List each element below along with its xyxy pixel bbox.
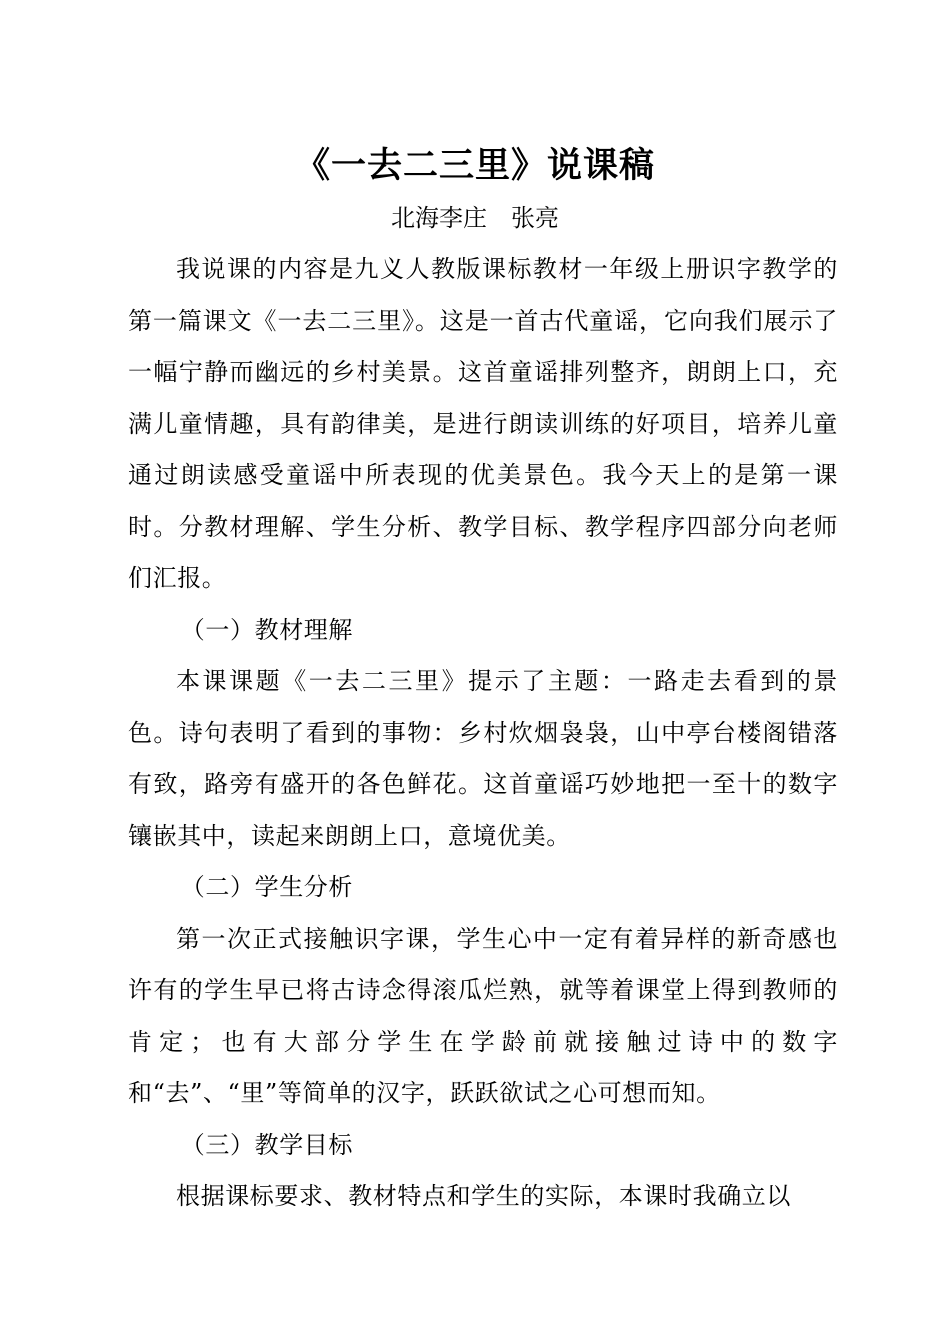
section-paragraph-students: 第一次正式接触识字课，学生心中一定有着异样的新奇感也许有的学生早已将古诗念得滚瓜烂熟，就等着课堂上得到教师的肯定；也有大部分学生在学龄前就接触过诗中的数字和“去”、“里”等简单的汉字，跃跃欲试之心可想而知。 (128, 924, 838, 1107)
section-paragraph-textbook: 本课课题《一去二三里》提示了主题：一路走去看到的景色。诗句表明了看到的事物：乡村炊烟袅袅，山中亭台楼阁错落有致，路旁有盛开的各色鲜花。这首童谣巧妙地把一至十的数字镶嵌其中，读起来朗朗上口，意境优美。 (128, 667, 838, 850)
intro-paragraph: 我说课的内容是九义人教版课标教材一年级上册识字教学的第一篇课文《一去二三里》。这是一首古代童谣，它向我们展示了一幅宁静而幽远的乡村美景。这首童谣排列整齐，朗朗上口，充满儿童情趣，具有韵律美，是进行朗读训练的好项目，培养儿童通过朗读感受童谣中所表现的优美景色。我今天上的是第一课时。分教材理解、学生分析、教学目标、教学程序四部分向老师们汇报。 (128, 255, 838, 592)
section-heading-goals: （三）教学目标 (180, 1130, 353, 1159)
section-heading-textbook: （一）教材理解 (180, 615, 353, 644)
document-body (128, 244, 838, 1223)
document-author: 北海李庄 张亮 (391, 204, 559, 232)
document-title: 《一去二三里》说课稿 (294, 145, 655, 186)
section-paragraph-goals: 根据课标要求、教材特点和学生的实际，本课时我确立以 (176, 1182, 791, 1210)
section-heading-students: （二）学生分析 (180, 873, 353, 901)
